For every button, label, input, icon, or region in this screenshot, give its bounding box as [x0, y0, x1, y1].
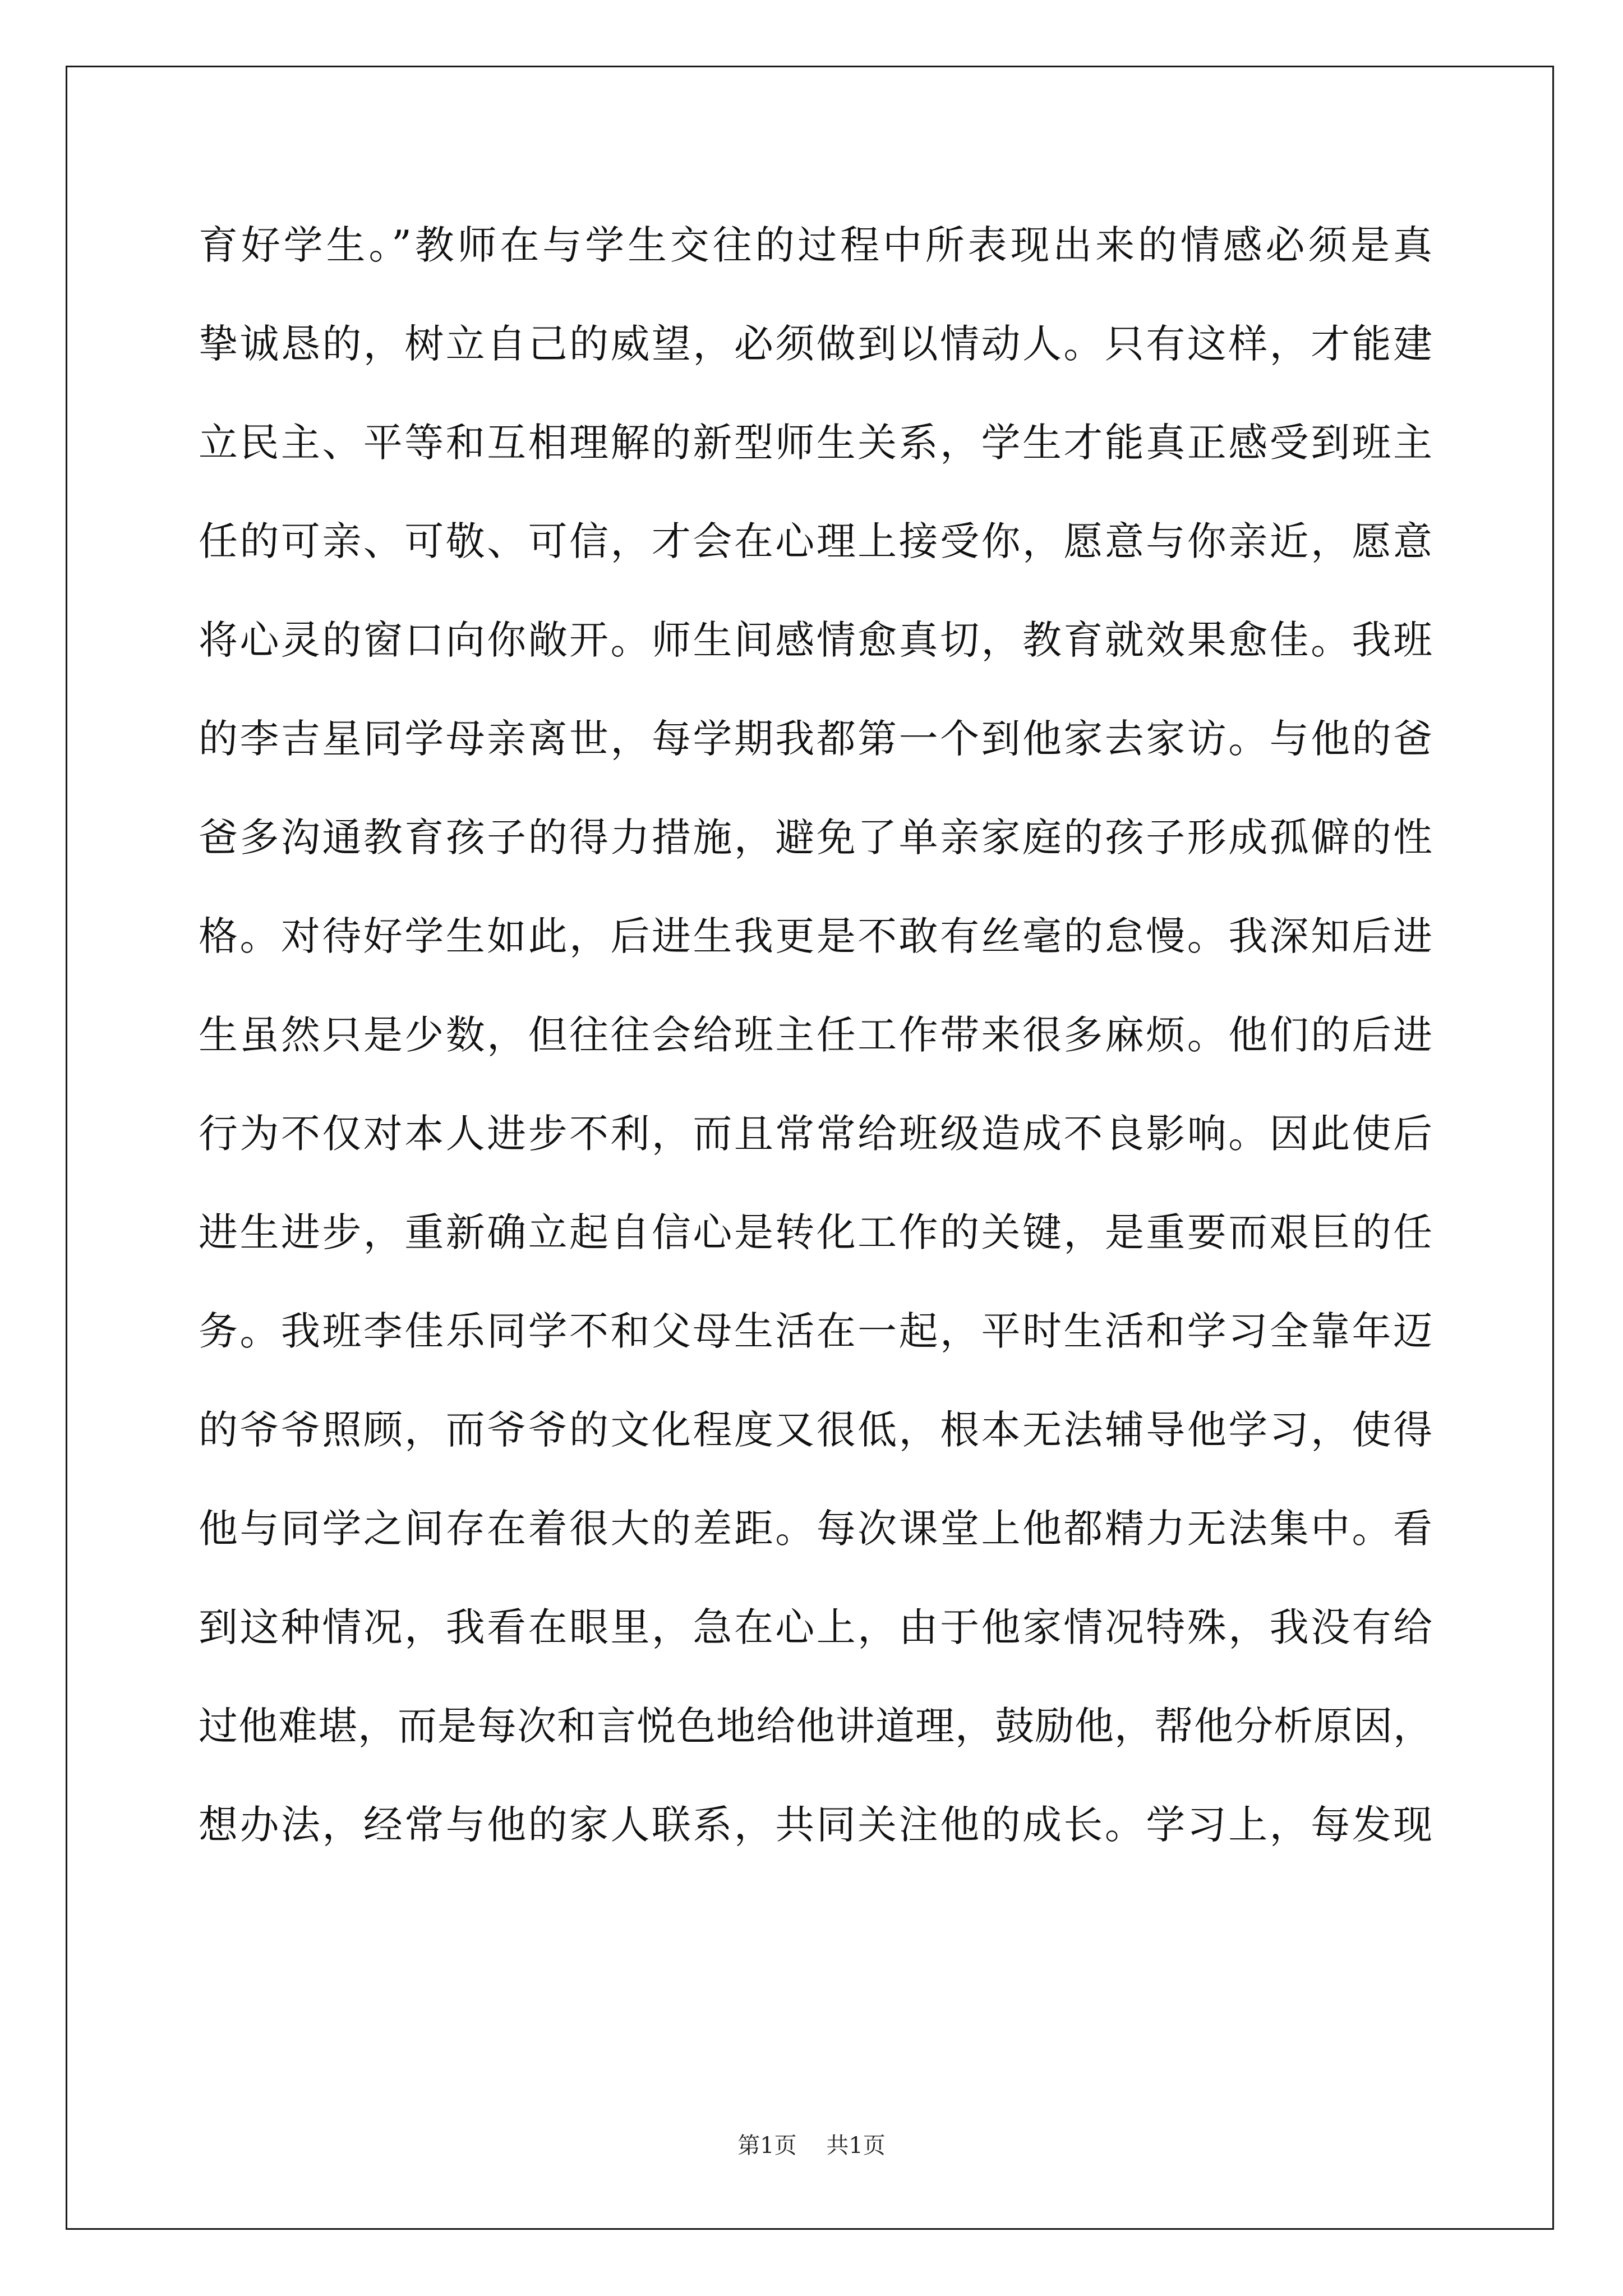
text-line: 到这种情况，我看在眼里，急在心上，由于他家情况特殊，我没有给 — [199, 1604, 1432, 1650]
text-line: 的爷爷照顾，而爷爷的文化程度又很低，根本无法辅导他学习，使得 — [199, 1407, 1432, 1453]
page-footer — [0, 2129, 1623, 2162]
text-line: 他与同学之间存在着很大的差距。每次课堂上他都精力无法集中。看 — [199, 1506, 1432, 1552]
document-body — [199, 208, 1432, 1886]
text-line: 育好学生。”教师在与学生交往的过程中所表现出来的情感必须是真 — [199, 222, 1432, 268]
page-total: 共1页 — [826, 2133, 886, 2159]
text-line: 立民主、平等和互相理解的新型师生关系，学生才能真正感受到班主 — [199, 420, 1432, 466]
text-line: 的李吉星同学母亲离世，每学期我都第一个到他家去家访。与他的爸 — [199, 716, 1432, 762]
page-number: 第1页 — [737, 2133, 797, 2159]
text-line: 生虽然只是少数，但往往会给班主任工作带来很多麻烦。他们的后进 — [199, 1012, 1432, 1058]
text-line: 想办法，经常与他的家人联系，共同关注他的成长。学习上，每发现 — [199, 1802, 1432, 1848]
text-line: 过他难堪，而是每次和言悦色地给他讲道理，鼓励他，帮他分析原因， — [199, 1703, 1432, 1749]
text-line: 格。对待好学生如此，后进生我更是不敢有丝毫的怠慢。我深知后进 — [199, 913, 1432, 959]
text-line: 挚诚恳的，树立自己的威望，必须做到以情动人。只有这样，才能建 — [199, 321, 1432, 367]
text-line: 行为不仅对本人进步不利，而且常常给班级造成不良影响。因此使后 — [199, 1111, 1432, 1157]
text-line: 爸多沟通教育孩子的得力措施，避免了单亲家庭的孩子形成孤僻的性 — [199, 815, 1432, 861]
text-line: 将心灵的窗口向你敞开。师生间感情愈真切，教育就效果愈佳。我班 — [199, 617, 1432, 663]
text-line: 任的可亲、可敬、可信，才会在心理上接受你，愿意与你亲近，愿意 — [199, 518, 1432, 564]
text-line: 务。我班李佳乐同学不和父母生活在一起，平时生活和学习全靠年迈 — [199, 1308, 1432, 1354]
text-line: 进生进步，重新确立起自信心是转化工作的关键，是重要而艰巨的任 — [199, 1209, 1432, 1255]
